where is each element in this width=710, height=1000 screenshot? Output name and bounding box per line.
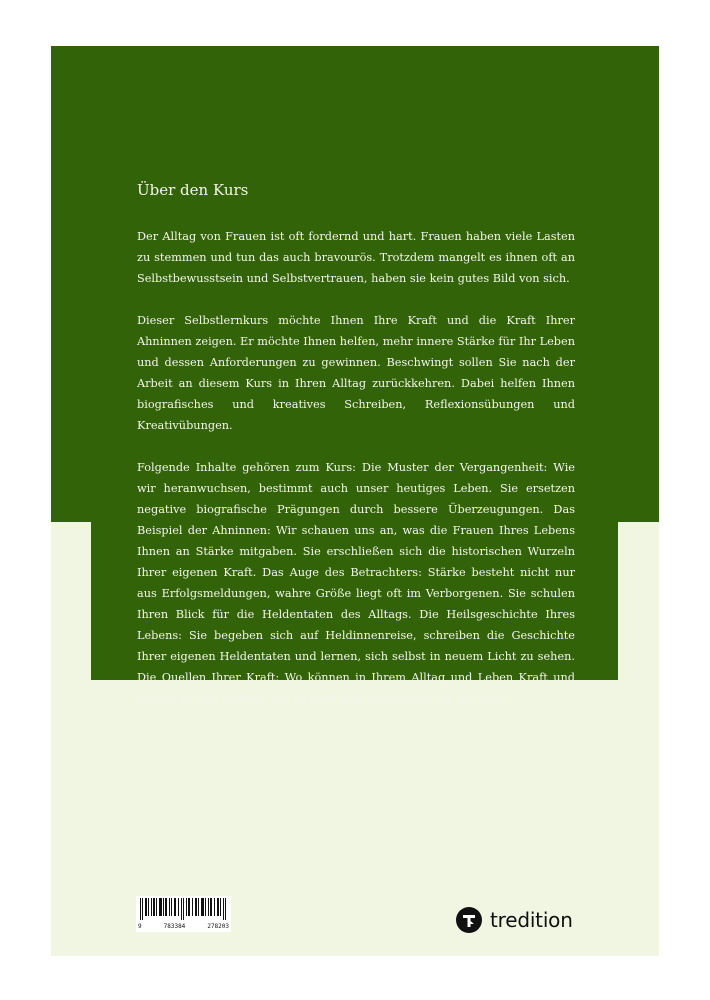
barcode-bars bbox=[140, 898, 227, 920]
blurb-paragraph-1: Der Alltag von Frauen ist oft fordernd und hart. Frauen haben viele Lasten zu stemmen und tun das auch bravourös. Trotzdem mangelt es ihnen oft an Selbstbewusstsein und Selbstvertrauen, haben sie kein gutes Bild von sich. bbox=[137, 230, 575, 285]
publisher-logo bbox=[456, 906, 573, 934]
isbn-barcode bbox=[136, 896, 231, 932]
blurb bbox=[137, 180, 575, 730]
barcode-digit-prefix: 9 bbox=[138, 923, 142, 930]
tredition-logo-icon bbox=[456, 907, 482, 933]
back-cover bbox=[51, 46, 659, 956]
text-panel bbox=[91, 92, 618, 705]
blurb-paragraph-3: Folgende Inhalte gehören zum Kurs: Die Muster der Vergangenheit: Wie wir heranwuchsen, bestimmt auch unser heutiges Leben. Sie ersetzen negative biografische Prägungen durch bessere Überzeugungen. Das Beispiel der Ahninnen: Wir schauen uns an, was die Frauen Ihres Lebens Ihnen an Stärke mitgaben. Sie erschließen sich die historischen Wurzeln Ihrer eigenen Kraft. Das Auge des Betrachters: Stärke besteht nicht nur aus Erfolgsmeldungen, wahre Größe liegt oft im Verborgenen. Sie schulen Ihren Blick für die Heldentaten des Alltags. Die Heilsgeschichte Ihres Lebens: Sie begeben sich auf Heldinnenreise, schreiben die Geschichte Ihrer eigenen Heldentaten und lernen, sich selbst in neuem Licht zu sehen. Die Quellen Ihrer Kraft: Wo können in Ihrem Alltag und Leben Kraft und Stärke auf Sie warten? Sie sichern sich Tankstellen für die Seele. bbox=[137, 461, 575, 705]
publisher-name: tredition bbox=[490, 908, 573, 932]
blurb-heading: Über den Kurs bbox=[137, 181, 249, 199]
barcode-digit-group-1: 783384 bbox=[163, 923, 186, 930]
barcode-digit-group-2: 278203 bbox=[207, 923, 229, 930]
barcode-digits bbox=[138, 923, 229, 930]
blurb-paragraph-2: Dieser Selbstlernkurs möchte Ihnen Ihre Kraft und die Kraft Ihrer Ahninnen zeigen. Er möchte Ihnen helfen, mehr innere Stärke für Ihr Leben und dessen Anforderungen zu gewinnen. Beschwingt sollen Sie nach der Arbeit an diesem Kurs in Ihren Alltag zurückkehren. Dabei helfen Ihnen biografisches und kreatives Schreiben, Reflexionsübungen und Kreativübungen. bbox=[137, 314, 575, 432]
